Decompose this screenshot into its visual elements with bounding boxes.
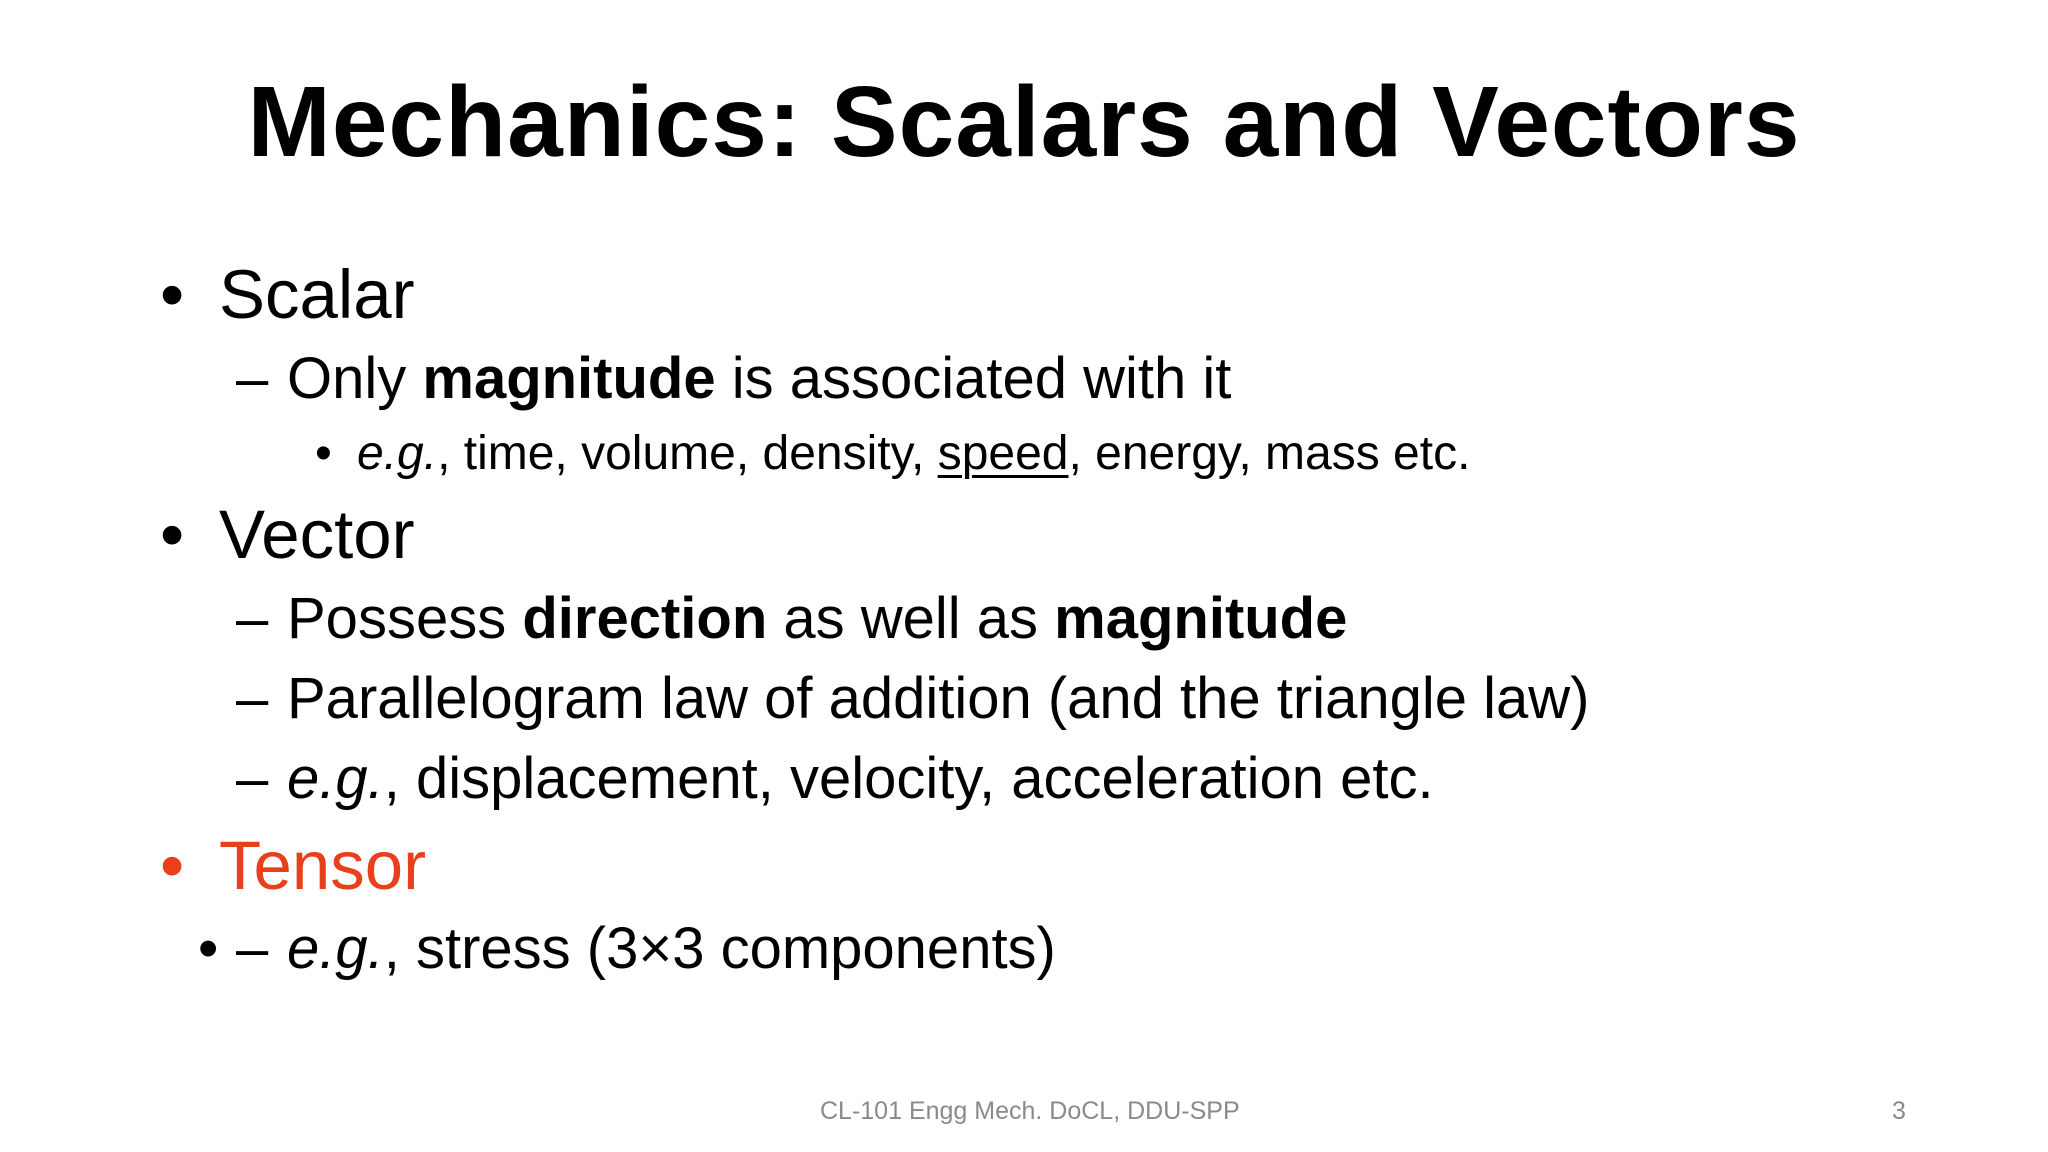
vector-subitem-direction	[236, 585, 1348, 653]
footer-course-info: CL-101 Engg Mech. DoCL, DDU-SPP	[820, 1097, 1240, 1125]
tensor-subitem-text	[287, 915, 1056, 983]
bullet-dot: •	[160, 827, 185, 904]
dash-marker: –	[236, 346, 269, 411]
text-fragment: is associated with it	[715, 346, 1232, 411]
vector-subitem-examples	[236, 745, 1434, 813]
bold-direction: direction	[522, 586, 768, 651]
scalar-subitem-magnitude	[236, 345, 1232, 413]
page-number: 3	[1892, 1097, 1906, 1125]
text-fragment: Only	[287, 346, 423, 411]
scalar-examples-text	[357, 426, 1470, 482]
dash-marker: –	[236, 916, 269, 981]
vector-subitem-text	[287, 585, 1347, 653]
text-fragment: , time, volume, density,	[437, 427, 938, 480]
tensor-subitem-examples	[198, 915, 1056, 983]
italic-eg: e.g.	[357, 427, 438, 480]
vector-subitem-examples-text	[287, 745, 1434, 813]
bullet-tensor-label: Tensor	[219, 827, 427, 904]
text-fragment: , stress (3×3 components)	[383, 916, 1056, 981]
bullet-dot: •	[160, 256, 185, 333]
bullet-scalar-label: Scalar	[219, 256, 415, 333]
dash-marker: –	[236, 666, 269, 731]
bullet-dot: •	[198, 916, 219, 981]
slide-title: Mechanics: Scalars and Vectors	[247, 66, 1801, 178]
bold-magnitude: magnitude	[422, 346, 716, 411]
text-fragment: Possess	[287, 586, 523, 651]
dash-marker: –	[236, 746, 269, 811]
bold-magnitude: magnitude	[1054, 586, 1348, 651]
scalar-examples	[315, 426, 1471, 482]
bullet-dot: •	[160, 496, 185, 573]
text-fragment: , energy, mass etc.	[1068, 427, 1471, 480]
dash-marker: –	[236, 586, 269, 651]
italic-eg: e.g.	[287, 916, 384, 981]
bullet-vector-label: Vector	[219, 496, 415, 573]
bullet-dot: •	[315, 427, 332, 480]
text-fragment: , displacement, velocity, acceleration etc.	[383, 746, 1434, 811]
scalar-subitem-text	[287, 345, 1231, 413]
text-fragment: as well as	[767, 586, 1055, 651]
italic-eg: e.g.	[287, 746, 384, 811]
underlined-speed: speed	[937, 427, 1069, 480]
vector-subitem-parallelogram	[236, 665, 1590, 733]
vector-subitem-parallelogram-text: Parallelogram law of addition (and the triangle law)	[287, 666, 1590, 731]
